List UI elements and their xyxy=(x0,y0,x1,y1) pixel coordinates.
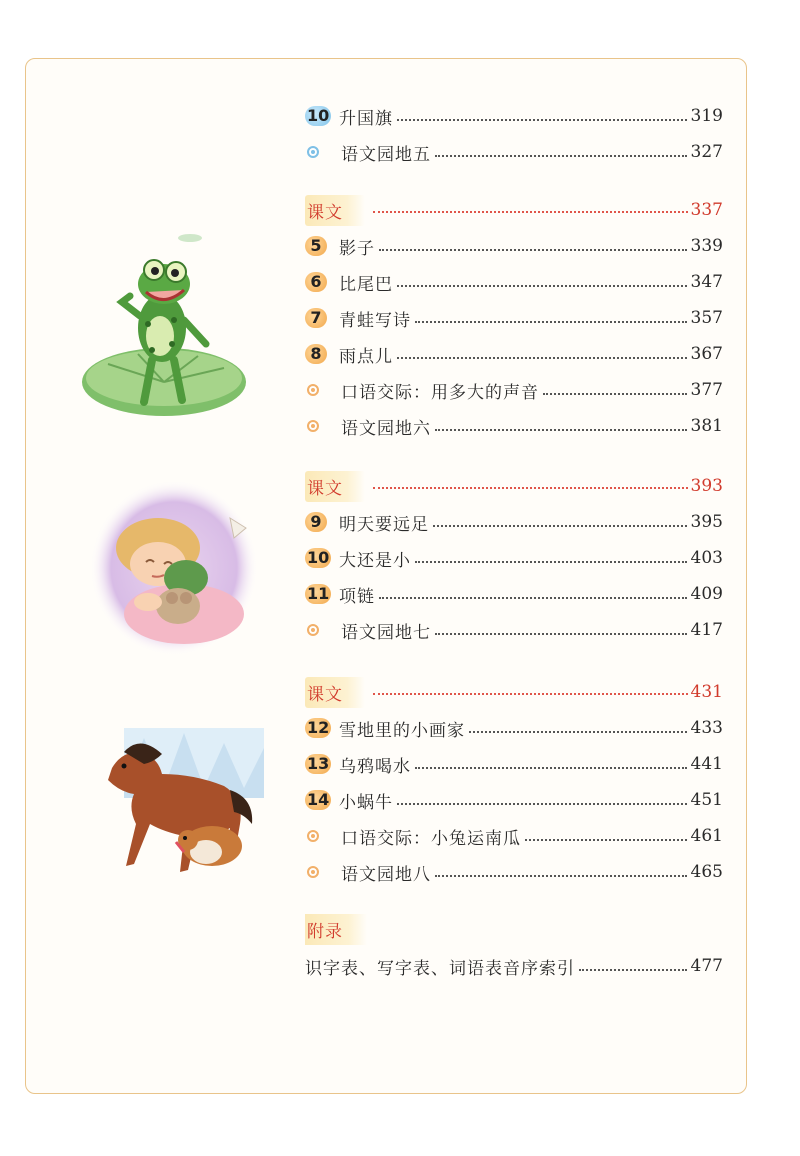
entry-title: 大还是小 xyxy=(339,550,411,571)
lesson-number-badge: 8 xyxy=(305,344,327,364)
double-circle-icon xyxy=(307,624,319,636)
leader-dots xyxy=(373,693,688,695)
entry-title: 比尾巴 xyxy=(339,274,393,295)
toc-entry[interactable] xyxy=(305,300,723,336)
toc-entry[interactable] xyxy=(305,576,723,612)
toc-entry[interactable] xyxy=(305,228,723,264)
appendix-label: 附录 xyxy=(305,914,367,945)
entry-page-number: 327 xyxy=(690,142,723,162)
leader-dots xyxy=(379,249,687,251)
leader-dots xyxy=(433,525,687,527)
lesson-number-badge: 10 xyxy=(307,548,330,567)
section-page-number: 393 xyxy=(690,476,723,496)
toc-entry[interactable] xyxy=(305,854,723,890)
leader-dots xyxy=(397,803,687,805)
toc-entry[interactable] xyxy=(305,408,723,444)
appendix-header xyxy=(305,914,367,944)
lesson-number-badge: 10 xyxy=(307,106,330,125)
leader-dots xyxy=(397,119,687,121)
entry-title: 语文园地五 xyxy=(341,144,431,165)
entry-page-number: 477 xyxy=(690,956,723,976)
leader-dots xyxy=(415,561,687,563)
toc-entry[interactable] xyxy=(305,746,723,782)
lesson-number-badge: 7 xyxy=(305,308,327,328)
leader-dots xyxy=(435,875,687,877)
entry-title: 语文园地六 xyxy=(341,418,431,439)
lesson-number-badge: 14 xyxy=(307,790,330,809)
lesson-number-badge: 11 xyxy=(307,584,330,603)
leader-dots xyxy=(435,429,687,431)
entry-title: 语文园地八 xyxy=(341,864,431,885)
double-circle-icon xyxy=(307,420,319,432)
entry-title: 明天要远足 xyxy=(339,514,429,535)
section-header[interactable] xyxy=(305,192,723,228)
leader-dots xyxy=(397,357,687,359)
entry-page-number: 433 xyxy=(690,718,723,738)
lesson-number-badge: 5 xyxy=(305,236,327,256)
horse-illustration xyxy=(84,728,264,898)
entry-title: 乌鸦喝水 xyxy=(339,756,411,777)
entry-page-number: 319 xyxy=(690,106,723,126)
leader-dots xyxy=(373,487,688,489)
table-of-contents xyxy=(305,98,723,890)
entry-page-number: 461 xyxy=(690,826,723,846)
entry-page-number: 417 xyxy=(690,620,723,640)
leader-dots xyxy=(579,969,687,971)
section-page-number: 431 xyxy=(690,682,723,702)
entry-title: 小蜗牛 xyxy=(339,792,393,813)
section-label: 课文 xyxy=(305,195,365,226)
sleeping-girl-illustration xyxy=(88,478,258,658)
entry-page-number: 381 xyxy=(690,416,723,436)
entry-page-number: 395 xyxy=(690,512,723,532)
entry-page-number: 465 xyxy=(690,862,723,882)
leader-dots xyxy=(415,321,687,323)
section-label: 课文 xyxy=(305,471,365,502)
toc-entry[interactable] xyxy=(305,264,723,300)
leader-dots xyxy=(435,155,687,157)
entry-page-number: 367 xyxy=(690,344,723,364)
entry-title: 雨点儿 xyxy=(339,346,393,367)
toc-entry[interactable] xyxy=(305,710,723,746)
double-circle-icon xyxy=(307,146,319,158)
entry-page-number: 377 xyxy=(690,380,723,400)
toc-entry[interactable] xyxy=(305,818,723,854)
toc-entry[interactable] xyxy=(305,540,723,576)
section-page-number: 337 xyxy=(690,200,723,220)
toc-entry[interactable] xyxy=(305,504,723,540)
entry-title: 口语交际：用多大的声音 xyxy=(341,382,539,403)
leader-dots xyxy=(435,633,687,635)
double-circle-icon xyxy=(307,830,319,842)
lesson-number-badge: 12 xyxy=(307,718,330,737)
appendix-entry[interactable] xyxy=(305,950,723,982)
leader-dots xyxy=(525,839,687,841)
lesson-number-badge: 9 xyxy=(305,512,327,532)
section-header[interactable] xyxy=(305,468,723,504)
toc-entry[interactable] xyxy=(305,782,723,818)
double-circle-icon xyxy=(307,866,319,878)
lesson-number-badge: 13 xyxy=(307,754,330,773)
toc-entry[interactable] xyxy=(305,612,723,648)
entry-title: 影子 xyxy=(339,238,375,259)
section-header[interactable] xyxy=(305,674,723,710)
entry-page-number: 441 xyxy=(690,754,723,774)
entry-title: 语文园地七 xyxy=(341,622,431,643)
leader-dots xyxy=(469,731,687,733)
leader-dots xyxy=(397,285,687,287)
entry-title: 雪地里的小画家 xyxy=(339,720,465,741)
toc-entry[interactable] xyxy=(305,372,723,408)
entry-title: 项链 xyxy=(339,586,375,607)
entry-page-number: 409 xyxy=(690,584,723,604)
entry-page-number: 451 xyxy=(690,790,723,810)
leader-dots xyxy=(373,211,688,213)
entry-page-number: 347 xyxy=(690,272,723,292)
entry-title: 口语交际：小兔运南瓜 xyxy=(341,828,521,849)
leader-dots xyxy=(543,393,687,395)
frog-illustration xyxy=(78,232,248,422)
entry-page-number: 339 xyxy=(690,236,723,256)
entry-title: 升国旗 xyxy=(339,108,393,129)
toc-entry[interactable] xyxy=(305,336,723,372)
entry-page-number: 357 xyxy=(690,308,723,328)
lesson-number-badge: 6 xyxy=(305,272,327,292)
toc-entry[interactable] xyxy=(305,98,723,134)
entry-title: 识字表、写字表、词语表音序索引 xyxy=(305,958,575,979)
entry-title: 青蛙写诗 xyxy=(339,310,411,331)
leader-dots xyxy=(415,767,687,769)
double-circle-icon xyxy=(307,384,319,396)
section-label: 课文 xyxy=(305,677,365,708)
leader-dots xyxy=(379,597,687,599)
entry-page-number: 403 xyxy=(690,548,723,568)
toc-entry[interactable] xyxy=(305,134,723,170)
